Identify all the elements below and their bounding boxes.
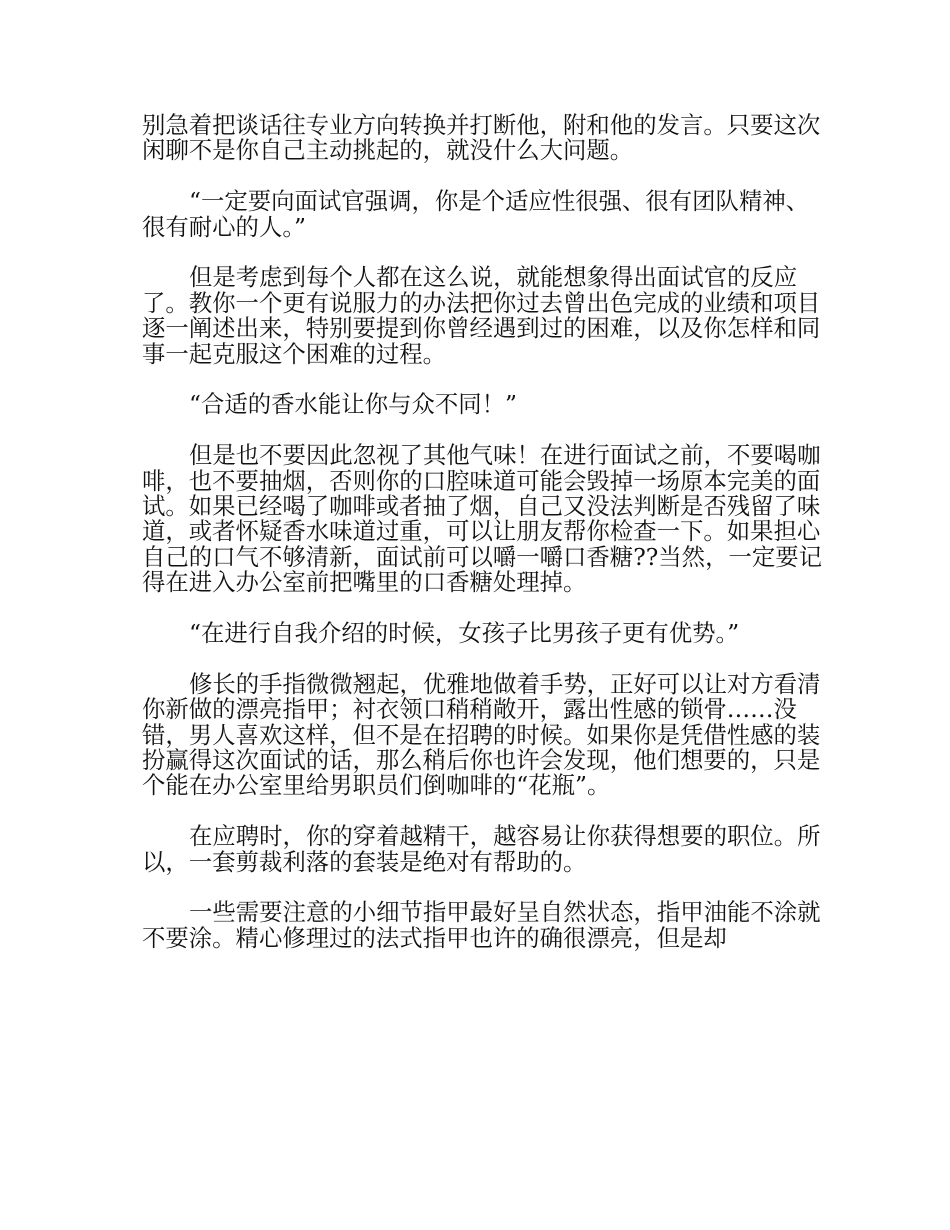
- quote-paragraph-3: “在进行自我介绍的时候，女孩子比男孩子更有优势。”: [189, 619, 740, 648]
- paragraph-2: 但是考虑到每个人都在这么说，就能想象得出面试官的反应了。教你一个更有说服力的办法把你过去曾出色完成的业绩和项目逐一阐述出来，特别要提到你曾经遇到过的困难，以及你怎样和同事一起克服这个困难的过程。: [142, 263, 821, 368]
- paragraph-6: 一些需要注意的小细节指甲最好呈自然状态，指甲油能不涂就不要涂。精心修理过的法式指甲也许的确很漂亮，但是却: [142, 898, 821, 952]
- quote-paragraph-2: “合适的香水能让你与众不同！”: [189, 390, 517, 419]
- paragraph-5: 在应聘时，你的穿着越精干，越容易让你获得想要的职位。所以，一套剪裁利落的套装是绝对有帮助的。: [142, 822, 821, 876]
- paragraph-3: 但是也不要因此忽视了其他气味！在进行面试之前，不要喝咖啡，也不要抽烟，否则你的口腔味道可能会毁掉一场原本完美的面试。如果已经喝了咖啡或者抽了烟，自己又没法判断是否残留了味道，或者怀疑香水味道过重，可以让朋友帮你检查一下。如果担心自己的口气不够清新，面试前可以嚼一嚼口香糖??当然，一定要记得在进入办公室前把嘴里的口香糖处理掉。: [142, 441, 823, 597]
- document-body: [142, 113, 828, 977]
- paragraph-4: 修长的手指微微翘起，优雅地做着手势，正好可以让对方看清你新做的漂亮指甲；衬衣领口稍稍敞开，露出性感的锁骨……没错，男人喜欢这样，但不是在招聘的时候。如果你是凭借性感的装扮赢得这次面试的话，那么稍后你也许会发现，他们想要的，只是个能在办公室里给男职员们倒咖啡的“花瓶”。: [142, 669, 821, 800]
- quote-paragraph-1: “一定要向面试官强调，你是个适应性很强、很有团队精神、很有耐心的人。”: [142, 187, 810, 241]
- paragraph-1: 别急着把谈话往专业方向转换并打断他，附和他的发言。只要这次闲聊不是你自己主动挑起的，就没什么大问题。: [142, 111, 821, 165]
